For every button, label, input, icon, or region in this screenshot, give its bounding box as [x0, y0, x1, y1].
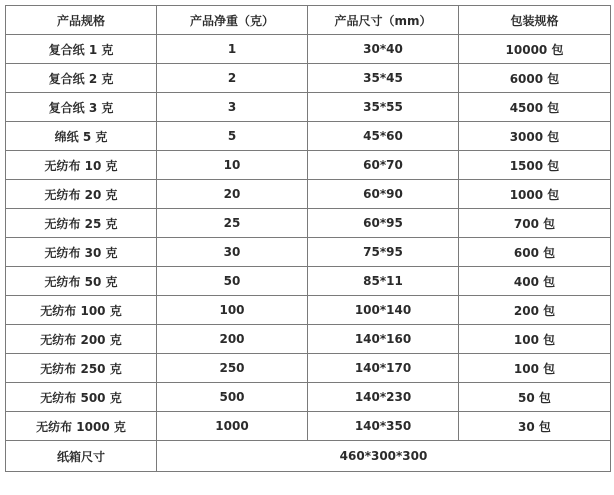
- carton-size-row: [6, 441, 611, 472]
- table-row: [6, 412, 611, 441]
- cell-product-spec: 复合纸 2 克: [6, 64, 157, 93]
- carton-size-value: 460*300*300: [157, 441, 611, 472]
- cell-product-spec: 无纺布 100 克: [6, 296, 157, 325]
- cell-product-size: 60*95: [308, 209, 459, 238]
- cell-product-spec: 无纺布 1000 克: [6, 412, 157, 441]
- cell-product-size: 85*11: [308, 267, 459, 296]
- product-spec-table: [5, 5, 611, 472]
- cell-product-size: 60*90: [308, 180, 459, 209]
- cell-net-weight: 20: [157, 180, 308, 209]
- cell-product-size: 45*60: [308, 122, 459, 151]
- table-row: [6, 238, 611, 267]
- cell-net-weight: 25: [157, 209, 308, 238]
- cell-product-spec: 无纺布 500 克: [6, 383, 157, 412]
- cell-product-spec: 绵纸 5 克: [6, 122, 157, 151]
- header-product-spec: 产品规格: [6, 6, 157, 35]
- cell-product-spec: 无纺布 25 克: [6, 209, 157, 238]
- cell-net-weight: 500: [157, 383, 308, 412]
- cell-product-spec: 无纺布 50 克: [6, 267, 157, 296]
- table-row: [6, 151, 611, 180]
- cell-net-weight: 3: [157, 93, 308, 122]
- cell-net-weight: 50: [157, 267, 308, 296]
- table-row: [6, 325, 611, 354]
- header-net-weight: 产品净重（克）: [157, 6, 308, 35]
- cell-packaging: 4500 包: [459, 93, 611, 122]
- cell-packaging: 30 包: [459, 412, 611, 441]
- table-row: [6, 35, 611, 64]
- cell-packaging: 50 包: [459, 383, 611, 412]
- cell-product-size: 30*40: [308, 35, 459, 64]
- cell-packaging: 100 包: [459, 325, 611, 354]
- cell-packaging: 700 包: [459, 209, 611, 238]
- cell-product-size: 140*170: [308, 354, 459, 383]
- table-row: [6, 180, 611, 209]
- cell-net-weight: 1: [157, 35, 308, 64]
- cell-product-spec: 复合纸 1 克: [6, 35, 157, 64]
- cell-product-spec: 无纺布 200 克: [6, 325, 157, 354]
- table-row: [6, 354, 611, 383]
- table-row: [6, 296, 611, 325]
- cell-net-weight: 1000: [157, 412, 308, 441]
- cell-net-weight: 2: [157, 64, 308, 93]
- cell-product-size: 35*55: [308, 93, 459, 122]
- header-packaging: 包装规格: [459, 6, 611, 35]
- cell-net-weight: 250: [157, 354, 308, 383]
- carton-size-label: 纸箱尺寸: [6, 441, 157, 472]
- table-row: [6, 93, 611, 122]
- table-row: [6, 383, 611, 412]
- cell-packaging: 3000 包: [459, 122, 611, 151]
- cell-product-size: 140*160: [308, 325, 459, 354]
- cell-net-weight: 100: [157, 296, 308, 325]
- cell-packaging: 200 包: [459, 296, 611, 325]
- cell-net-weight: 5: [157, 122, 308, 151]
- cell-product-spec: 无纺布 10 克: [6, 151, 157, 180]
- table-header-row: [6, 6, 611, 35]
- cell-packaging: 400 包: [459, 267, 611, 296]
- cell-net-weight: 200: [157, 325, 308, 354]
- cell-product-size: 75*95: [308, 238, 459, 267]
- cell-product-spec: 无纺布 250 克: [6, 354, 157, 383]
- table-row: [6, 209, 611, 238]
- cell-packaging: 600 包: [459, 238, 611, 267]
- table-row: [6, 122, 611, 151]
- cell-product-size: 35*45: [308, 64, 459, 93]
- cell-product-size: 140*230: [308, 383, 459, 412]
- cell-product-spec: 无纺布 30 克: [6, 238, 157, 267]
- cell-net-weight: 10: [157, 151, 308, 180]
- table-row: [6, 64, 611, 93]
- cell-packaging: 10000 包: [459, 35, 611, 64]
- cell-product-spec: 复合纸 3 克: [6, 93, 157, 122]
- table-row: [6, 267, 611, 296]
- cell-packaging: 100 包: [459, 354, 611, 383]
- cell-packaging: 6000 包: [459, 64, 611, 93]
- header-product-size: 产品尺寸（mm）: [308, 6, 459, 35]
- cell-product-spec: 无纺布 20 克: [6, 180, 157, 209]
- cell-packaging: 1000 包: [459, 180, 611, 209]
- cell-packaging: 1500 包: [459, 151, 611, 180]
- cell-product-size: 140*350: [308, 412, 459, 441]
- cell-product-size: 100*140: [308, 296, 459, 325]
- cell-product-size: 60*70: [308, 151, 459, 180]
- cell-net-weight: 30: [157, 238, 308, 267]
